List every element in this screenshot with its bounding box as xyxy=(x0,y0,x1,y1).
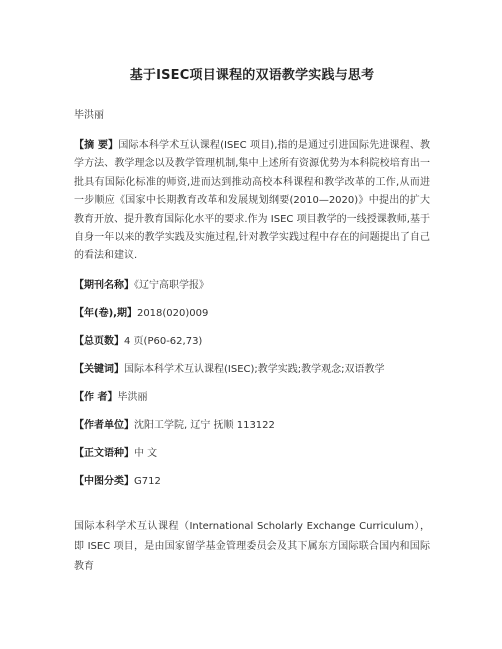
field-language xyxy=(74,447,430,461)
field-value: 毕洪丽 xyxy=(117,391,148,403)
abstract-block xyxy=(74,137,430,266)
field-value: G712 xyxy=(134,475,161,487)
field-label: 【关键词】 xyxy=(74,363,124,375)
field-label: 【正文语种】 xyxy=(74,447,134,459)
field-journal-name xyxy=(74,279,430,293)
field-label: 【期刊名称】 xyxy=(74,279,134,291)
abstract-label: 【摘 要】 xyxy=(74,140,119,151)
field-label: 【中图分类】 xyxy=(74,475,134,487)
field-total-pages xyxy=(74,335,430,349)
field-label: 【作 者】 xyxy=(74,391,118,403)
field-value: 沈阳工学院, 辽宁 抚顺 113122 xyxy=(134,419,275,431)
field-label: 【年(卷),期】 xyxy=(74,307,137,319)
field-author-affiliation xyxy=(74,419,430,433)
field-value: 2018(020)009 xyxy=(136,307,209,319)
field-value: 国际本科学术互认课程(ISEC);教学实践;教学观念;双语教学 xyxy=(124,363,385,375)
field-keywords xyxy=(74,363,430,377)
field-label: 【总页数】 xyxy=(74,335,124,347)
author-line: 毕洪丽 xyxy=(74,110,104,121)
body-paragraph: 国际本科学术互认课程（International Scholarly Exchange Curriculum），即 ISEC 项目，是由国家留学基金管理委员会及其下属东方国际联合国内和国际教育 xyxy=(74,520,430,572)
field-classification xyxy=(74,475,430,489)
field-year-volume-issue xyxy=(74,307,430,321)
paper-title: 基于ISEC项目课程的双语教学实践与思考 xyxy=(129,68,375,83)
field-value: 4 页(P60-62,73) xyxy=(124,335,203,347)
field-label: 【作者单位】 xyxy=(74,419,134,431)
field-author xyxy=(74,391,430,405)
abstract-text: 国际本科学术互认课程(ISEC 项目),指的是通过引进国际先进课程、教学方法、教学理念以及教学管理机制,集中上述所有资源优势为本科院校培育出一批具有国际化标准的师资,进而达到推动高校本科课程和教学改革的工作,从而进一步顺应《国家中长期教育改革和发展规划纲要(2010—2020)》中提出的扩大教育开放、提升教育国际化水平的要求.作为 ISEC 项目教学的一线授课教师,基于自身一年以来的教学实践及实施过程,针对教学实践过程中存在的问题提出了自己的看法和建议. xyxy=(74,140,430,262)
field-value: 中 文 xyxy=(134,447,158,459)
field-value: 《辽宁高职学报》 xyxy=(134,279,209,291)
